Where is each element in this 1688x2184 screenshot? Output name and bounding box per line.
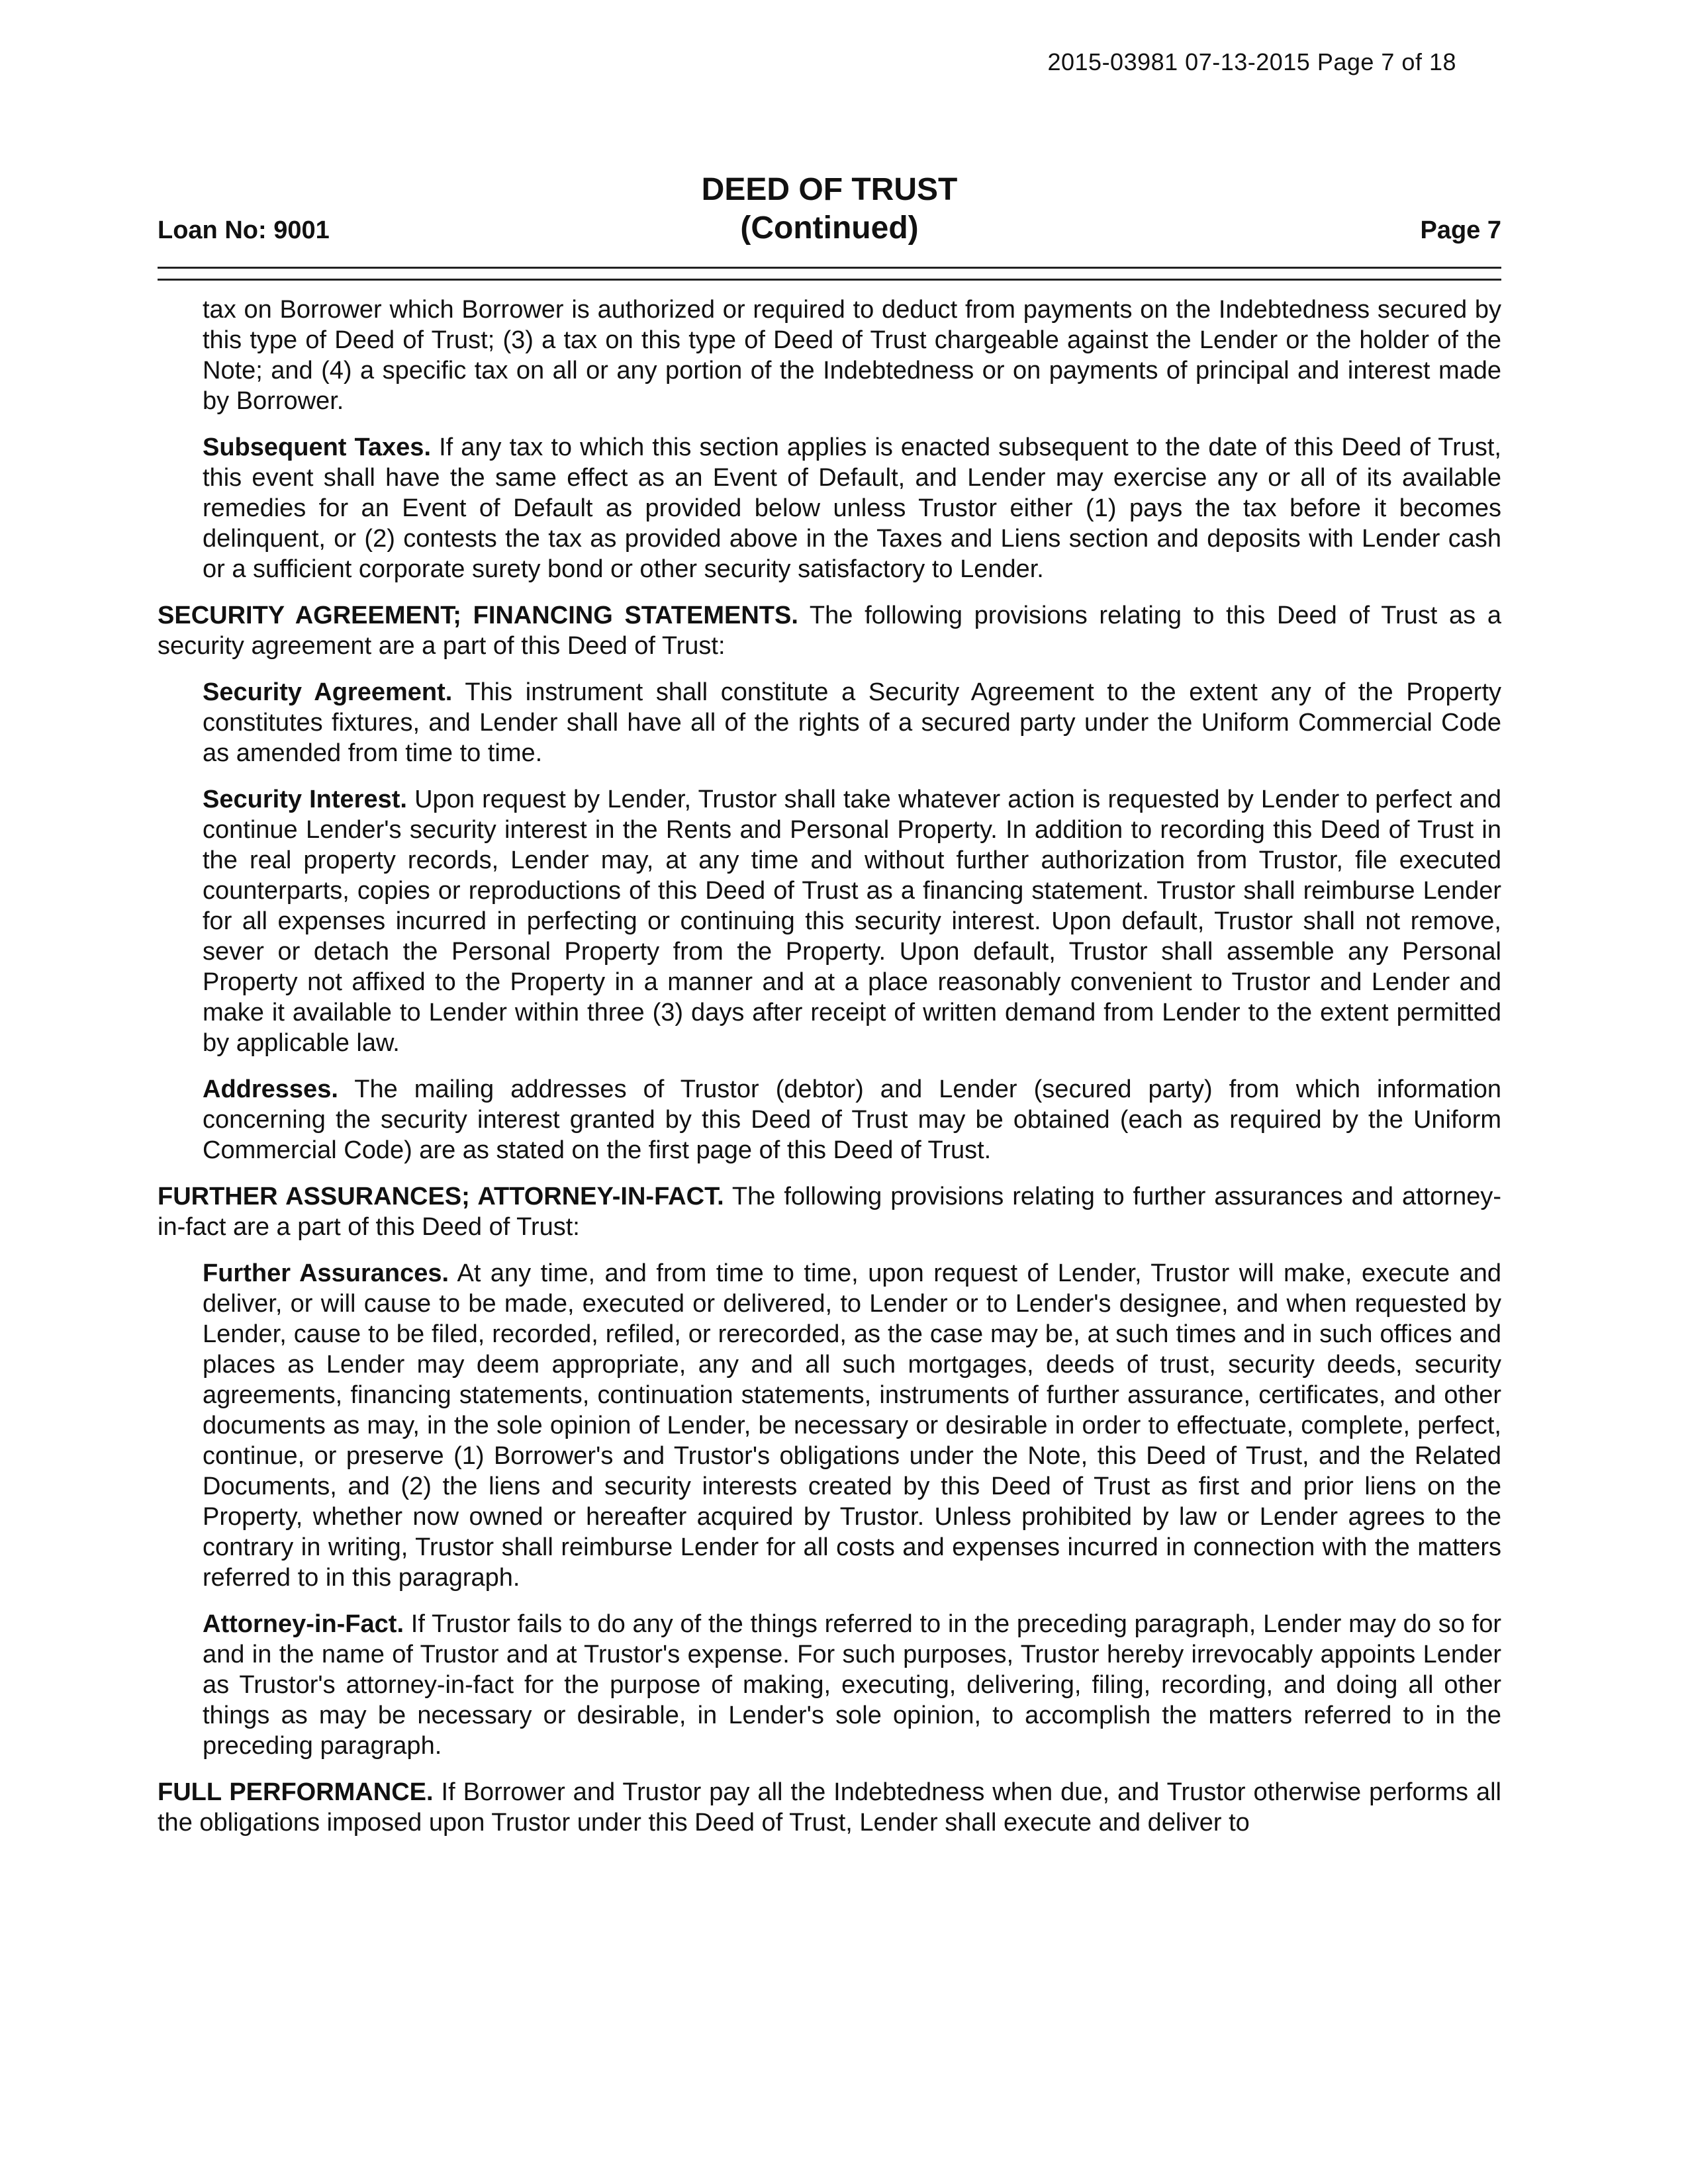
document-body [158,295,1501,1854]
paragraph-heading: Further Assurances. [203,1259,449,1287]
paragraph-taxes-continued [203,295,1501,416]
section-heading: SECURITY AGREEMENT; FINANCING STATEMENTS. [158,602,798,629]
section-text: The following provisions relating to further assurances and attorney-in-fact are a part of this Deed of Trust: [158,1183,1501,1241]
paragraph-heading: Addresses. [203,1075,338,1103]
paragraph-heading: Security Agreement. [203,678,453,706]
paragraph-text: At any time, and from time to time, upon request of Lender, Trustor will make, execute and deliver, or will cause to be made, executed or delivered, to Lender or to Lender's designee, and when requested by Lender, cause to be filed, recorded, refiled, or rerecorded, as the case may be, at such times and in such offices and places as Lender may deem appropriate, any and all such mortgages, deeds of trust, security deeds, security agreements, financing statements, continuation statements, instruments of further assurance, certificates, and other documents as may, in the sole opinion of Lender, be necessary or desirable in order to effectuate, complete, perfect, continue, or preserve (1) Borrower's and Trustor's obligations under the Note, this Deed of Trust, and the Related Documents, and (2) the liens and security interests created by this Deed of Trust as first and prior liens on the Property, whether now owned or hereafter acquired by Trustor. Unless prohibited by law or Lender agrees to the contrary in writing, Trustor shall reimburse Lender for all costs and expenses incurred in connection with the matters referred to in this paragraph. [203,1259,1501,1592]
paragraph-attorney-in-fact [203,1609,1501,1761]
title-line-2: (Continued) [740,210,919,246]
section-full-performance [158,1777,1501,1838]
paragraph-text: This instrument shall constitute a Security Agreement to the extent any of the Property constitutes fixtures, and Lender shall have all of the rights of a secured party under the Uniform Commercial Code as amended from time to time. [203,678,1501,767]
header-rule-top [158,267,1501,269]
section-heading: FULL PERFORMANCE. [158,1778,434,1806]
paragraph-heading: Subsequent Taxes. [203,433,432,461]
paragraph-addresses [203,1074,1501,1165]
paragraph-heading: Security Interest. [203,786,407,813]
paragraph-text: tax on Borrower which Borrower is authorized or required to deduct from payments on the Indebtedness secured by this type of Deed of Trust; (3) a tax on this type of Deed of Trust chargeable against the Lender or the holder of the Note; and (4) a specific tax on all or any portion of the Indebtedness or on payments of principal and interest made by Borrower. [203,296,1501,415]
paragraph-heading: Attorney-in-Fact. [203,1610,404,1638]
paragraph-text: Upon request by Lender, Trustor shall take whatever action is requested by Lender to perfect and continue Lender's security interest in the Rents and Personal Property. In addition to recording this Deed of Trust in the real property records, Lender may, at any time and without further authorization from Trustor, file executed counterparts, copies or reproductions of this Deed of Trust as a financing statement. Trustor shall reimburse Lender for all expenses incurred in perfecting or continuing this security interest. Upon default, Trustor shall not remove, sever or detach the Personal Property from the Property. Upon default, Trustor shall assemble any Personal Property not affixed to the Property in a manner and at a place reasonably convenient to Trustor and Lender and make it available to Lender within three (3) days after receipt of written demand from Lender to the extent permitted by applicable law. [203,786,1501,1057]
paragraph-text: The mailing addresses of Trustor (debtor) and Lender (secured party) from which information concerning the security interest granted by this Deed of Trust may be obtained (each as required by the Uniform Commercial Code) are as stated on the first page of this Deed of Trust. [203,1075,1501,1164]
page-header [158,171,1501,250]
paragraph-security-interest [203,784,1501,1058]
section-security-agreement [158,600,1501,661]
section-heading: FURTHER ASSURANCES; ATTORNEY-IN-FACT. [158,1183,724,1210]
loan-number: Loan No: 9001 [158,216,330,244]
section-text: If Borrower and Trustor pay all the Indebtedness when due, and Trustor otherwise performs all the obligations imposed upon Trustor under this Deed of Trust, Lender shall execute and deliver to [158,1778,1501,1837]
header-rule-bottom [158,279,1501,281]
paragraph-subsequent-taxes [203,432,1501,584]
paragraph-text: If Trustor fails to do any of the things referred to in the preceding paragraph, Lender may do so for and in the name of Trustor and at Trustor's expense. For such purposes, Trustor hereby irrevocably appoints Lender as Trustor's attorney-in-fact for the purpose of making, executing, delivering, filing, recording, and doing all other things as may be necessary or desirable, in Lender's sole opinion, to accomplish the matters referred to in the preceding paragraph. [203,1610,1501,1760]
page-number: Page 7 [1420,216,1501,244]
section-further-assurances [158,1181,1501,1242]
recording-stamp: 2015-03981 07-13-2015 Page 7 of 18 [1047,48,1456,75]
paragraph-security-agreement [203,677,1501,768]
document-title [158,171,1501,248]
section-text: The following provisions relating to this Deed of Trust as a security agreement are a part of this Deed of Trust: [158,602,1501,660]
title-line-1: DEED OF TRUST [701,172,958,207]
paragraph-text: If any tax to which this section applies is enacted subsequent to the date of this Deed of Trust, this event shall have the same effect as an Event of Default, and Lender may exercise any or all of its available remedies for an Event of Default as provided below unless Trustor either (1) pays the tax before it becomes delinquent, or (2) contests the tax as provided above in the Taxes and Liens section and deposits with Lender cash or a sufficient corporate surety bond or other security satisfactory to Lender. [203,433,1501,583]
paragraph-further-assurances [203,1258,1501,1593]
